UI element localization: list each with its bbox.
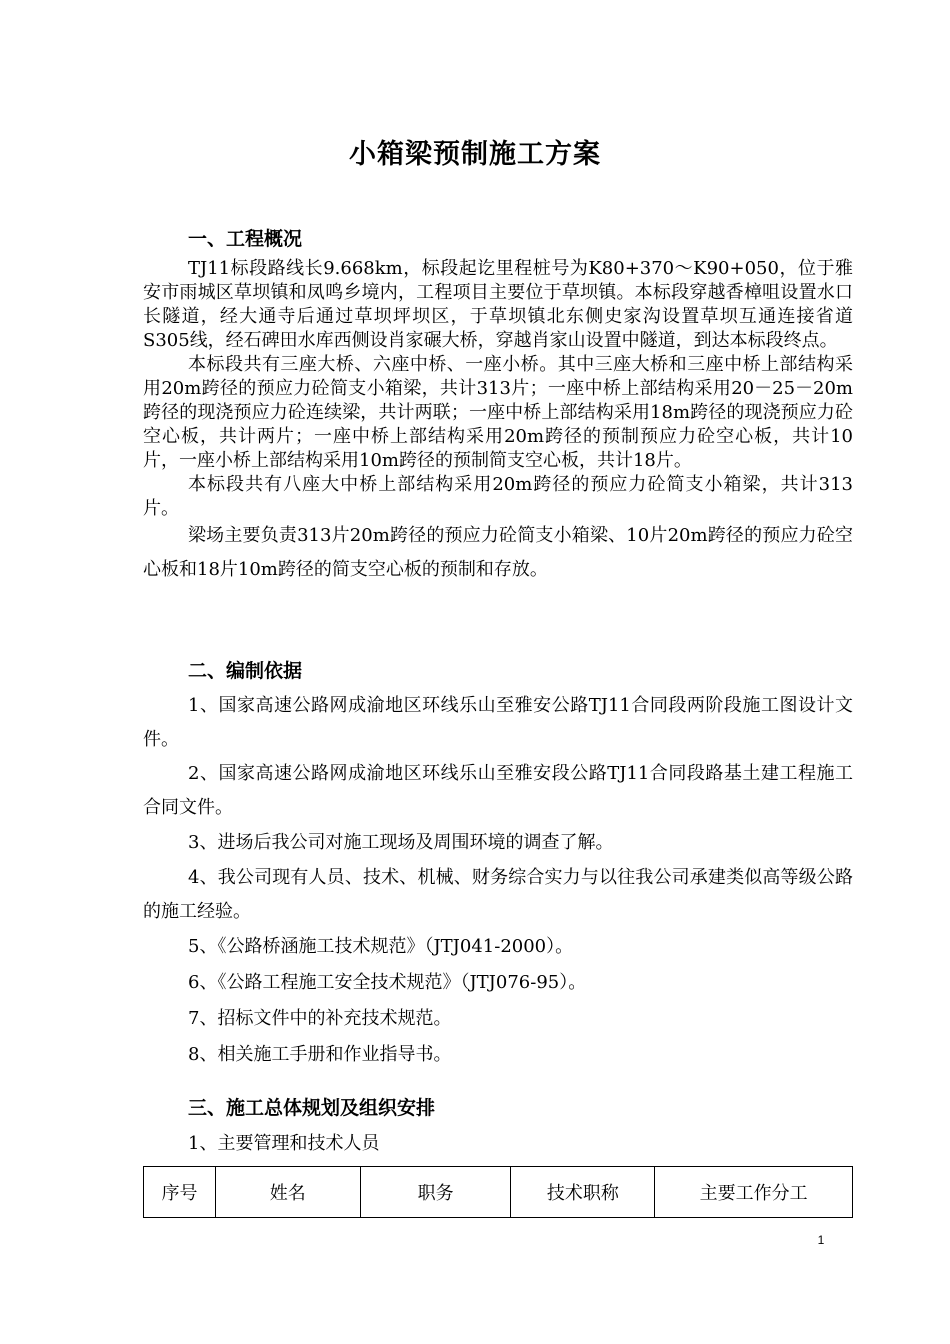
list-item: 3、进场后我公司对施工现场及周围环境的调查了解。 — [188, 832, 614, 853]
section-heading: 一、工程概况 — [188, 228, 303, 250]
column-header: 序号 — [144, 1167, 216, 1218]
list-item: 8、相关施工手册和作业指导书。 — [188, 1044, 452, 1065]
section-basis — [143, 653, 853, 1073]
column-header: 职务 — [360, 1167, 511, 1218]
page-number — [0, 1233, 950, 1247]
staff-table — [143, 1166, 853, 1218]
section-heading: 二、编制依据 — [188, 660, 303, 682]
column-header: 技术职称 — [511, 1167, 655, 1218]
document-title: 小箱梁预制施工方案 — [349, 139, 601, 170]
list-item: 1、国家高速公路网成渝地区环线乐山至雅安公路TJ11合同段两阶段施工图设计文件。 — [143, 695, 853, 750]
paragraph: 梁场主要负责313片20m跨径的预应力砼简支小箱梁、10片20m跨径的预应力砼空心板和18片10m跨径的简支空心板的预制和存放。 — [143, 525, 853, 580]
section-heading: 三、施工总体规划及组织安排 — [188, 1097, 436, 1119]
column-header: 主要工作分工 — [655, 1167, 853, 1218]
column-header: 姓名 — [215, 1167, 360, 1218]
list-item: 2、国家高速公路网成渝地区环线乐山至雅安段公路TJ11合同段路基土建工程施工合同文件。 — [143, 763, 853, 818]
list-item: 6、《公路工程施工安全技术规范》（JTJ076-95）。 — [188, 972, 587, 993]
paragraph: TJ11标段路线长9.668km，标段起讫里程桩号为K80+370～K90+050，位于雅安市雨城区草坝镇和凤鸣乡境内，工程项目主要位于草坝镇。本标段穿越香樟咀设置水口长隧道，经大通寺后通过草坝坪坝区，于草坝镇北东侧史家沟设置草坝互通连接省道S305线，经石碑田水库西侧设肖家碾大桥，穿越肖家山设置中隧道，到达本标段终点。 — [143, 258, 853, 351]
section-planning — [143, 1090, 853, 1162]
list-item: 4、我公司现有人员、技术、机械、财务综合实力与以往我公司承建类似高等级公路的施工经验。 — [143, 867, 853, 922]
section-overview — [143, 224, 853, 587]
list-item: 5、《公路桥涵施工技术规范》（JTJ041-2000）。 — [188, 936, 574, 957]
list-item: 7、招标文件中的补充技术规范。 — [188, 1008, 452, 1029]
page-number-text: 1 — [817, 1233, 825, 1247]
paragraph: 本标段共有八座大中桥上部结构采用20m跨径的预应力砼简支小箱梁，共计313片。 — [143, 474, 853, 519]
subsection-heading: 1、主要管理和技术人员 — [188, 1133, 380, 1154]
table-header-row — [144, 1167, 853, 1218]
paragraph: 本标段共有三座大桥、六座中桥、一座小桥。其中三座大桥和三座中桥上部结构采用20m跨径的预应力砼简支小箱梁，共计313片；一座中桥上部结构采用20－25－20m跨径的现浇预应力砼连续梁，共计两联；一座中桥上部结构采用18m跨径的现浇预应力砼空心板，共计两片；一座中桥上部结构采用20m跨径的预制预应力砼空心板，共计10片，一座小桥上部结构采用10m跨径的预制简支空心板，共计18片。 — [143, 354, 853, 471]
